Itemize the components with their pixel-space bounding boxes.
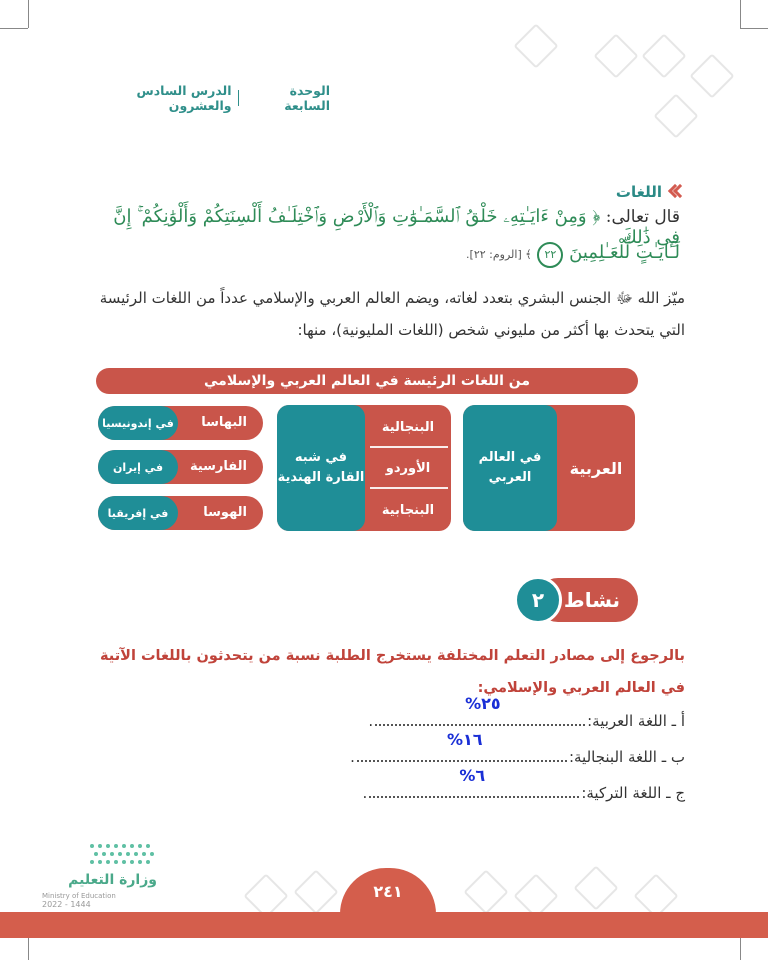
section-title: اللغات <box>615 183 662 201</box>
ministry-name-en: Ministry of Education <box>42 892 116 900</box>
activity-label: نشاط <box>536 578 638 622</box>
answer-end: . <box>368 712 374 730</box>
language-bengali: البنجالية <box>381 419 435 435</box>
region-name: في إفريقيا <box>98 496 178 530</box>
language-name: البهاسا <box>201 415 247 430</box>
ministry-name-ar: وزارة التعليم <box>68 872 157 888</box>
answer-line-turkish <box>315 766 685 812</box>
handwritten-answer: ٦% <box>459 766 486 785</box>
page-number: ٢٤١ <box>340 868 436 914</box>
intro-paragraph: ميّز الله ﷻ الجنس البشري بتعدد لغاته، ويضم العالم العربي والإسلامي عدداً من اللغات الرئيسة التي يتحدث بها أكثر من مليوني شخص (اللغات المليونية)، منها: <box>99 289 685 339</box>
logo-pattern <box>90 844 160 870</box>
verse-intro: قال تعالى: <box>605 207 680 227</box>
chevron-icon <box>668 184 680 200</box>
verse-reference: ﴾ [الروم: ٢٢]. <box>466 248 532 261</box>
answer-blank <box>369 766 579 798</box>
header-separator <box>238 90 240 106</box>
verse-line-2 <box>290 242 680 270</box>
language-pill-bahasa <box>98 406 263 440</box>
activity-question: بالرجوع إلى مصادر التعلم المختلفة يستخرج الطلبة نسبة من يتحدثون باللغات الآتية في العالم العربي والإسلامي: <box>100 648 685 696</box>
answer-blank <box>375 694 585 726</box>
arabic-language-label: العربية <box>569 458 623 478</box>
answer-end: . <box>362 784 368 802</box>
language-pill-hausa <box>98 496 263 530</box>
handwritten-answer: ٢٥% <box>465 694 501 713</box>
page-header <box>80 83 330 113</box>
ministry-logo <box>42 842 172 912</box>
footer-bar <box>0 912 768 938</box>
answer-label: أ ـ اللغة العربية: <box>587 712 685 730</box>
crop-mark <box>28 0 29 28</box>
answer-blank <box>357 730 567 762</box>
activity-number: ٢ <box>514 576 562 624</box>
lesson-label: الدرس السادس والعشرون <box>136 83 232 113</box>
section-heading <box>560 180 680 204</box>
divider <box>370 487 448 489</box>
language-name: الهوسا <box>203 505 247 520</box>
answer-label: ب ـ اللغة البنجالية: <box>568 748 685 766</box>
handwritten-answer: ١٦% <box>446 730 483 749</box>
verse-text: ﴿ وَمِنْ ءَايَـٰتِهِۦ خَلْقُ ٱلسَّمَـٰوَٰتِ وَٱلْأَرْضِ وَٱخْتِلَـٰفُ أَلْسِنَتِكُمْ وَأَلْوَٰنِكُمْ ۚ إِنَّ فِى ذَٰلِكَ <box>113 206 680 248</box>
region-name: في إيران <box>98 450 178 484</box>
crop-mark <box>0 28 28 29</box>
diagram-banner: من اللغات الرئيسة في العالم العربي والإسلامي <box>96 368 638 394</box>
language-pill-persian <box>98 450 263 484</box>
crop-mark <box>740 28 768 29</box>
unit-label: الوحدة السابعة <box>284 83 330 113</box>
answer-line-arabic <box>315 694 685 740</box>
activity-badge <box>514 574 638 626</box>
region-name: في إندونيسيا <box>98 406 178 440</box>
arab-world-region: في العالم العربي <box>463 405 557 531</box>
answer-label: ج ـ اللغة التركية: <box>581 784 685 802</box>
language-name: الفارسية <box>189 459 247 474</box>
crop-mark <box>740 0 741 28</box>
edition-year: 2022 - 1444 <box>42 900 91 909</box>
language-urdu: الأوردو <box>385 460 431 476</box>
verse-number: ٢٢ <box>537 242 563 268</box>
indian-subcontinent-region: في شبه القارة الهندية <box>277 405 365 531</box>
answer-end: . <box>350 748 355 766</box>
divider <box>370 446 448 448</box>
verse-text-2: لَـَٔايَـٰتٍ لِّلْعَـٰلِمِينَ <box>569 242 680 263</box>
answer-line-bengali <box>315 730 685 776</box>
verse-line-1 <box>90 206 680 248</box>
language-punjabi: البنجابية <box>381 502 435 518</box>
